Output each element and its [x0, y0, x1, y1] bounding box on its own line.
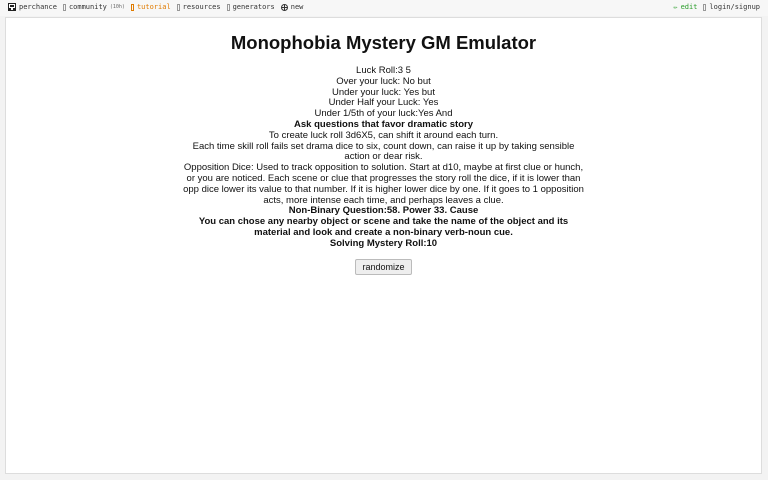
top-nav-bar — [0, 0, 768, 16]
output-line: Solving Mystery Roll:10 — [329, 237, 438, 249]
nav-community[interactable] — [63, 3, 125, 11]
nav-edit[interactable] — [673, 3, 697, 11]
output-line: Ask questions that favor dramatic story — [294, 118, 473, 130]
output-line: You can chose any nearby object or scene and take the name of the object and its material and look and create a non-binary verb-noun cue. — [198, 216, 569, 238]
community-count: (10h) — [109, 4, 125, 10]
randomize-button[interactable]: randomize — [355, 259, 411, 275]
nav-generators[interactable] — [227, 3, 275, 11]
nav-perchance-label: perchance — [19, 3, 57, 11]
nav-resources[interactable] — [177, 3, 221, 11]
nav-tutorial-label: tutorial — [136, 3, 171, 11]
output-line: Under Half your Luck: Yes — [328, 97, 439, 109]
generator-output-panel — [5, 17, 762, 474]
generators-icon — [227, 4, 230, 11]
nav-login-label: login/signup — [709, 3, 760, 11]
nav-new[interactable] — [281, 3, 304, 11]
dice-logo-icon — [8, 3, 16, 11]
nav-new-label: new — [290, 3, 304, 11]
nav-community-label: community — [68, 3, 107, 11]
nav-login[interactable] — [703, 3, 760, 11]
nav-generators-label: generators — [232, 3, 275, 11]
output-line: To create luck roll 3d6X5, can shift it around each turn. — [268, 129, 499, 141]
output-line: Luck Roll:3 5 — [356, 65, 411, 76]
login-icon — [703, 4, 706, 11]
output-line: Each time skill roll fails set drama dice to six, count down, can raise it up by taking sensible action or dear risk. — [192, 140, 575, 163]
output-line: Over your luck: No but — [336, 75, 431, 87]
community-icon — [63, 4, 66, 11]
nav-perchance[interactable] — [8, 3, 57, 11]
resources-icon — [177, 4, 180, 11]
page-title: Monophobia Mystery GM Emulator — [230, 32, 537, 53]
nav-tutorial[interactable] — [131, 3, 171, 11]
generator-content — [6, 32, 761, 275]
output-line: Under your luck: Yes but — [332, 86, 435, 98]
nav-resources-label: resources — [182, 3, 221, 11]
plus-circle-icon — [281, 4, 288, 11]
output-line: Opposition Dice: Used to track opposition to solution. Start at d10, maybe at first clue or hunch, or you are noticed. Each scene or clue that progresses the story roll the dice, if it is lower than opp dice lower its value to that number. If it is higher lower dice by one. If it goes to 1 opposition acts, more intense each time, and perhaps leaves a clue. — [183, 162, 584, 206]
output-line: Non-Binary Question:58. Power 33. Cause — [288, 205, 479, 217]
nav-edit-label: edit — [680, 3, 698, 11]
pencil-icon: ✏ — [673, 3, 678, 11]
tutorial-icon — [131, 4, 134, 11]
output-line: Under 1/5th of your luck:Yes And — [314, 108, 453, 120]
